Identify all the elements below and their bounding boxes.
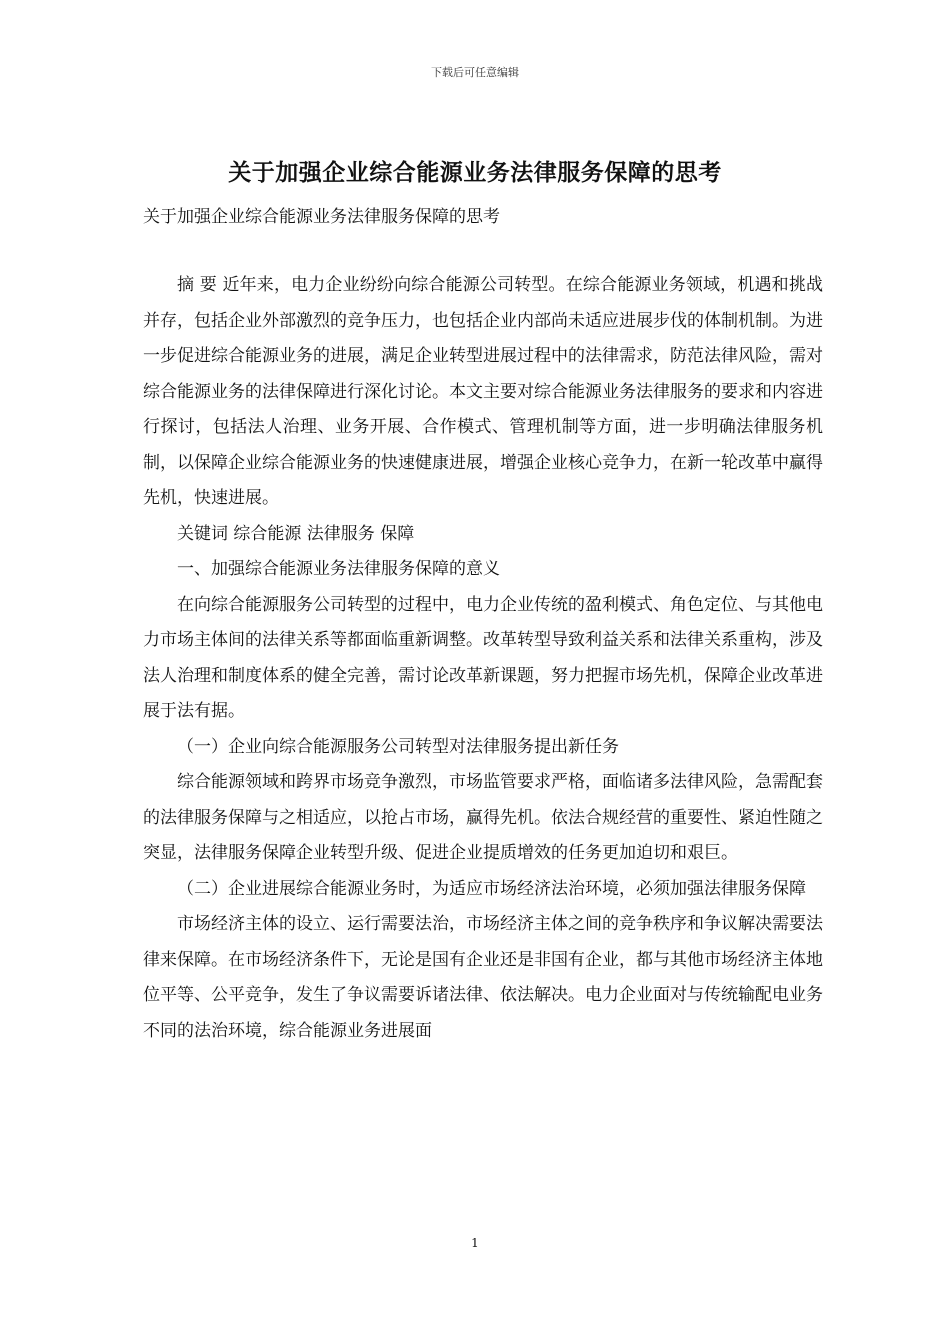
body-paragraph: 在向综合能源服务公司转型的过程中，电力企业传统的盈利模式、角色定位、与其他电力市场主体间的法律关系等都面临重新调整。改革转型导致利益关系和法律关系重构，涉及法人治理和制度体系的健全完善，需讨论改革新课题，努力把握市场先机，保障企业改革进展于法有据。	[143, 594, 823, 721]
subsection-heading-2: （二）企业进展综合能源业务时，为适应市场经济法治环境，必须加强法律服务保障	[177, 878, 806, 899]
page-number: 1	[471, 1236, 479, 1250]
body-paragraph: 市场经济主体的设立、运行需要法治，市场经济主体之间的竞争秩序和争议解决需要法律来保障。在市场经济条件下，无论是国有企业还是非国有企业，都与其他市场经济主体地位平等、公平竞争，发生了争议需要诉诸法律、依法解决。电力企业面对与传统输配电业务不同的法治环境，综合能源业务进展面	[143, 914, 823, 1041]
abstract-paragraph: 摘 要 近年来，电力企业纷纷向综合能源公司转型。在综合能源业务领域，机遇和挑战并存，包括企业外部激烈的竞争压力，也包括企业内部尚未适应进展步伐的体制机制。为进一步促进综合能源业务的进展，满足企业转型进展过程中的法律需求，防范法律风险，需对综合能源业务的法律保障进行深化讨论。本文主要对综合能源业务法律服务的要求和内容进行探讨，包括法人治理、业务开展、合作模式、管理机制等方面，进一步明确法律服务机制，以保障企业综合能源业务的快速健康进展，增强企业核心竞争力，在新一轮改革中赢得先机，快速进展。	[143, 275, 823, 508]
document-body	[143, 268, 823, 1049]
subsection-heading-1: （一）企业向综合能源服务公司转型对法律服务提出新任务	[177, 736, 619, 757]
header-note: 下载后可任意编辑	[431, 66, 519, 79]
section-heading-1: 一、加强综合能源业务法律服务保障的意义	[177, 559, 500, 579]
document-title: 关于加强企业综合能源业务法律服务保障的思考	[228, 159, 722, 186]
document-subtitle: 关于加强企业综合能源业务法律服务保障的思考	[143, 207, 500, 227]
body-paragraph: 综合能源领域和跨界市场竞争激烈，市场监管要求严格，面临诸多法律风险，急需配套的法律服务保障与之相适应，以抢占市场，赢得先机。依法合规经营的重要性、紧迫性随之突显，法律服务保障企业转型升级、促进企业提质增效的任务更加迫切和艰巨。	[143, 772, 823, 863]
keywords-paragraph: 关键词 综合能源 法律服务 保障	[177, 523, 415, 544]
